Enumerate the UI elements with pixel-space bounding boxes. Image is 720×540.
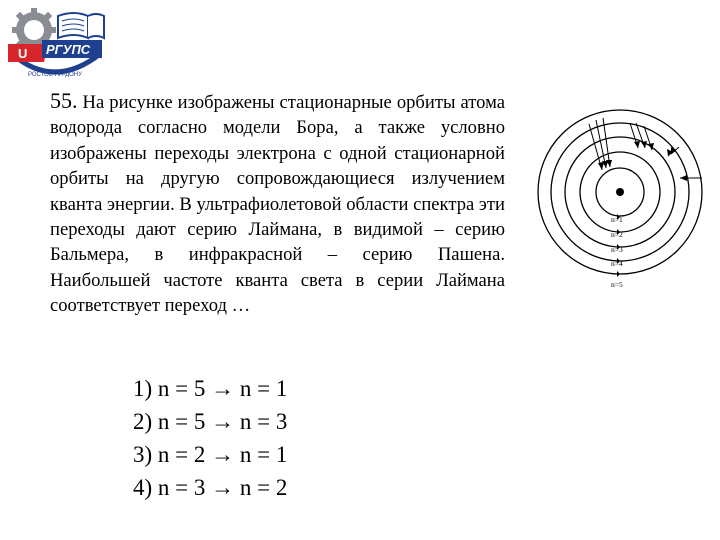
answer-option-2[interactable]: 2) n = 5 → n = 3	[133, 409, 288, 434]
orbit-label: n=1	[611, 215, 623, 224]
logo-subtitle: РОСТОВ-НА-ДОНУ	[28, 72, 82, 78]
answer-option-3[interactable]: 3) n = 2 → n = 1	[133, 442, 288, 467]
question-number: 55.	[50, 88, 78, 113]
logo-text: РГУПС	[46, 42, 91, 57]
nucleus	[616, 188, 624, 196]
orbit-label: n=3	[611, 245, 623, 254]
answer-options	[133, 372, 287, 504]
question-text-block	[50, 88, 505, 319]
bohr-orbit-diagram	[534, 90, 714, 300]
logo-letter: U	[18, 46, 28, 61]
book-icon	[58, 13, 104, 38]
rgups-logo	[4, 4, 108, 84]
orbit-label: n=4	[611, 259, 623, 268]
orbit-label: n=2	[611, 230, 623, 239]
answer-option-1[interactable]: 1) n = 5 → n = 1	[133, 376, 288, 401]
question-text: На рисунке изображены стационарные орбиты атома водорода согласно модели Бора, а также условно изображены переходы электрона с одной стационарной орбиты на другую сопровождающиеся излучением кванта энергии. В ультрафиолетовой области спектра эти переходы дают серию Лаймана, в видимой – серию Бальмера, в инфракрасной – серию Пашена. Наибольшей частоте кванта света в серии Лаймана соответствует переход …	[50, 92, 505, 317]
answer-option-4[interactable]: 4) n = 3 → n = 2	[133, 475, 288, 500]
orbit-label: n=5	[611, 280, 623, 289]
